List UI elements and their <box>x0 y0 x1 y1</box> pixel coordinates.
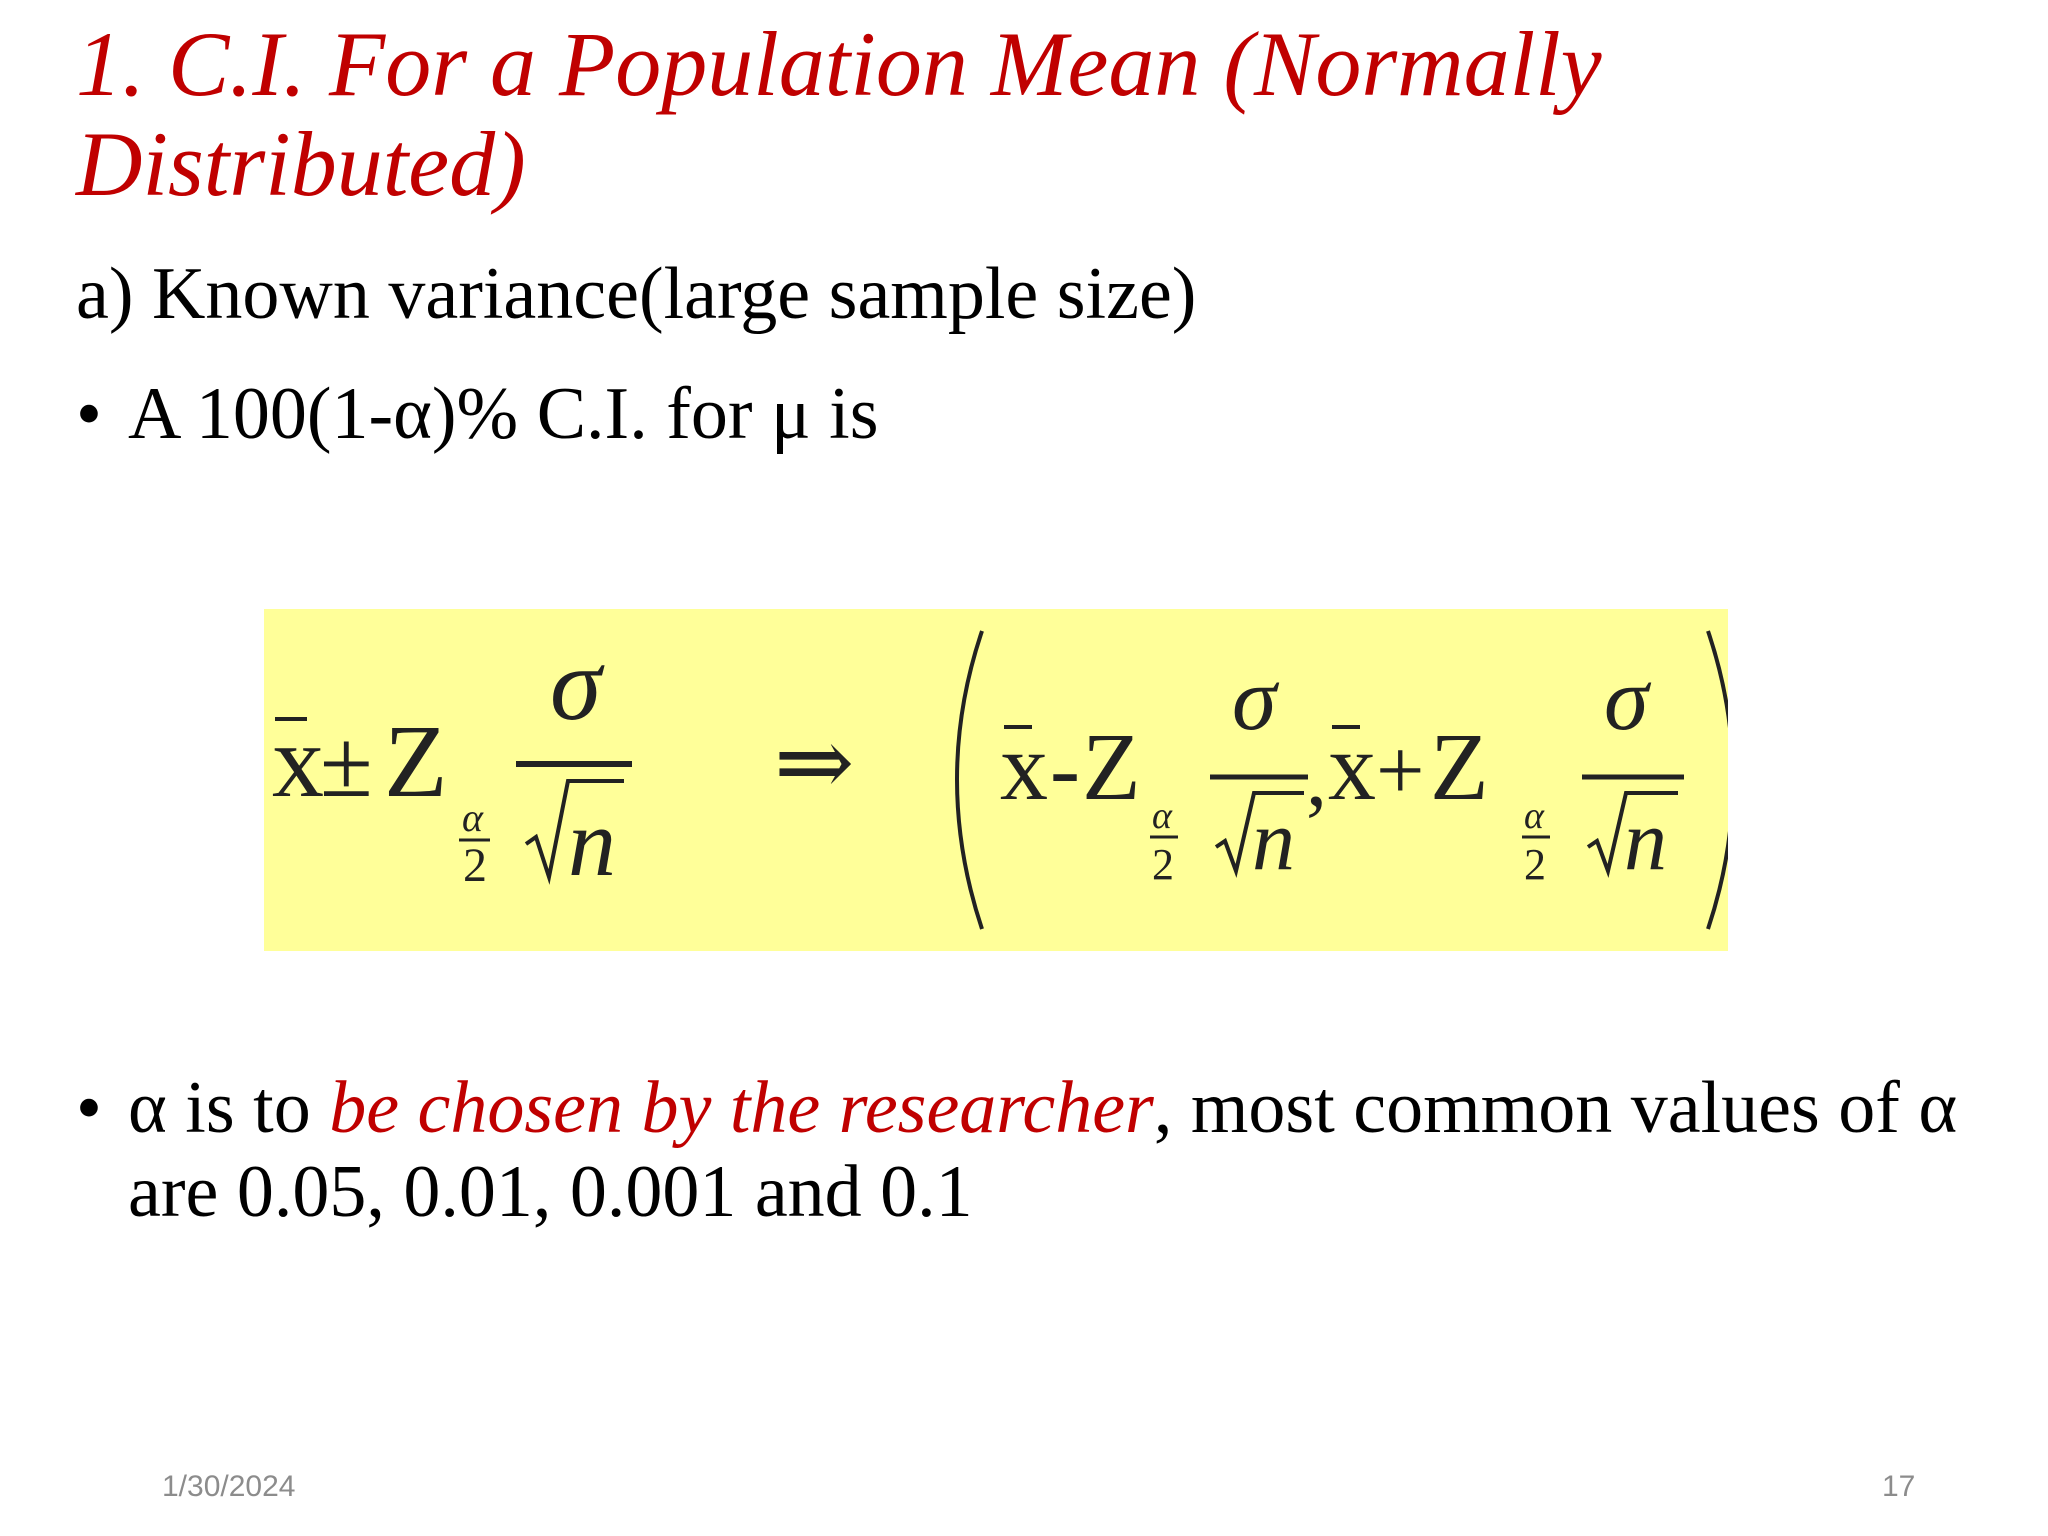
plus-minus-symbol: ± <box>320 710 373 817</box>
formula-left <box>272 627 632 896</box>
sigma-symbol: σ <box>1604 650 1649 749</box>
implies-arrow: ⇒ <box>774 709 855 816</box>
bullet-marker: • <box>76 1067 102 1149</box>
alpha-numerator: α <box>1524 795 1544 837</box>
left-parenthesis <box>957 631 982 929</box>
xbar-symbol: x <box>272 704 324 819</box>
alpha-numerator: α <box>462 795 483 840</box>
n-symbol: n <box>568 789 616 896</box>
z-symbol: Z <box>384 704 448 819</box>
sigma-symbol: σ <box>1232 650 1277 749</box>
formula-box <box>264 609 1728 951</box>
right-parenthesis <box>1708 631 1728 929</box>
bullet-alpha-note <box>76 1066 2006 1246</box>
z-symbol: Z <box>1430 713 1489 820</box>
plus-symbol: + <box>1376 722 1425 818</box>
bullet-marker: • <box>76 373 102 455</box>
xbar-symbol: x <box>1328 713 1376 820</box>
z-symbol: Z <box>1082 713 1141 820</box>
alpha-denominator: 2 <box>463 839 487 892</box>
slide-title: 1. C.I. For a Population Mean (Normally Distributed) <box>76 13 1602 215</box>
minus-symbol: - <box>1050 720 1080 819</box>
bullet-text-prefix: α is to <box>128 1067 330 1149</box>
n-symbol: n <box>1252 792 1295 888</box>
xbar-symbol: x <box>1000 713 1048 820</box>
bullet-text <box>128 1066 2028 1234</box>
bullet-text: A 100(1-α)% C.I. for μ is <box>128 373 879 455</box>
footer-page-number: 17 <box>1882 1470 1916 1503</box>
alpha-denominator: 2 <box>1152 840 1174 889</box>
formula-right <box>957 631 1728 929</box>
confidence-interval-formula <box>264 609 1728 951</box>
footer-date: 1/30/2024 <box>162 1470 296 1503</box>
alpha-denominator: 2 <box>1524 840 1546 889</box>
bullet-text-suffix: , most common values of α are 0.05, 0.01, 0.001 and 0.1 <box>128 1067 1958 1233</box>
sigma-symbol: σ <box>550 627 602 742</box>
alpha-numerator: α <box>1152 795 1172 837</box>
n-symbol: n <box>1624 792 1667 888</box>
comma-symbol: , <box>1306 731 1327 824</box>
bullet-emphasis: be chosen by the researcher <box>329 1067 1154 1149</box>
subheading: a) Known variance(large sample size) <box>76 253 1197 335</box>
bullet-ci-definition <box>76 372 1976 462</box>
